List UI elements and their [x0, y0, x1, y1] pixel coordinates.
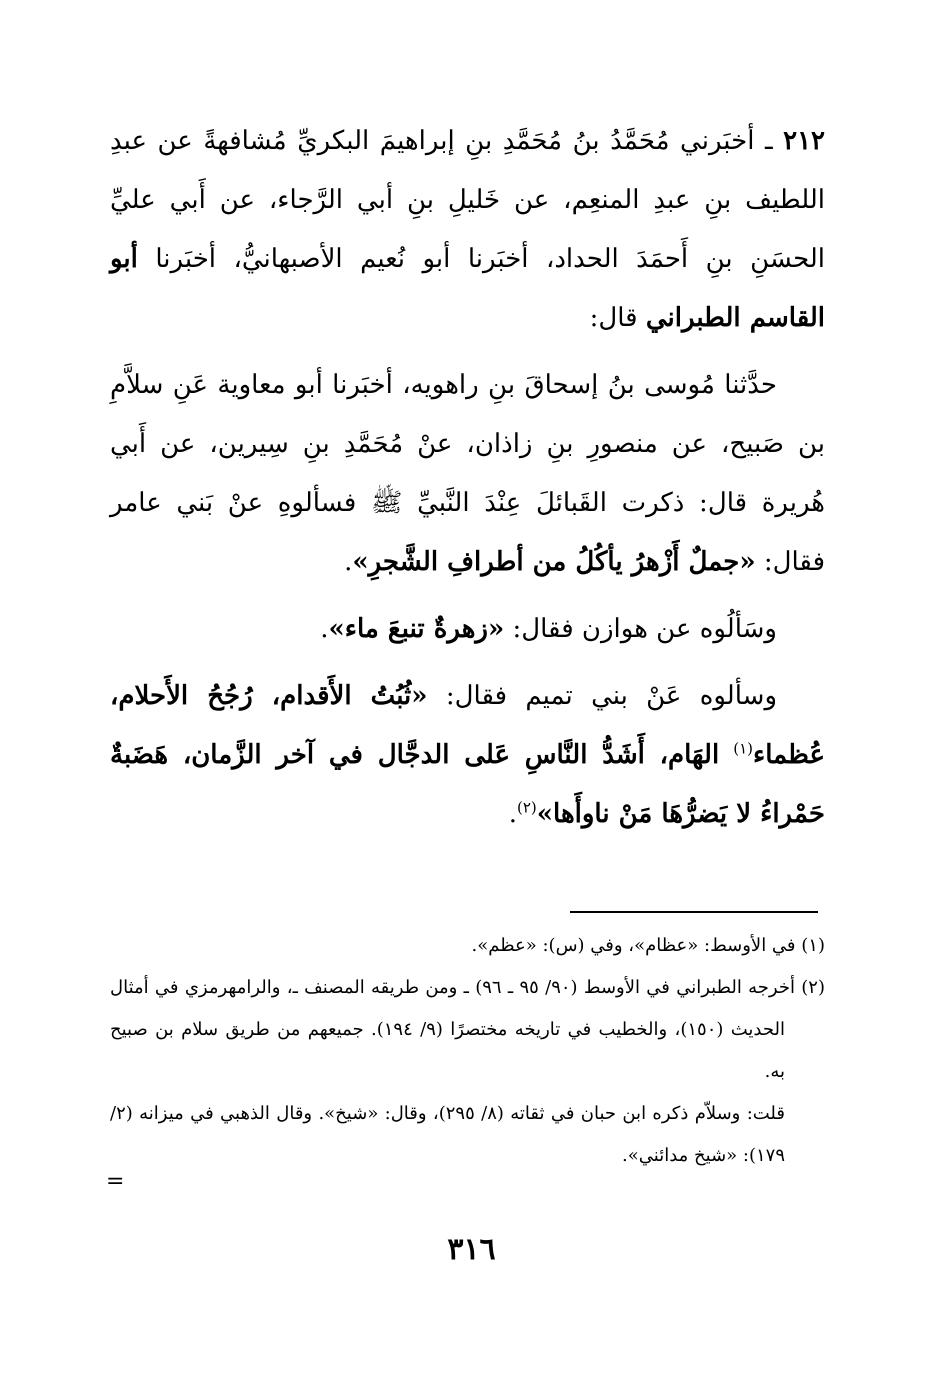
footnote-ref-1: (١): [733, 739, 753, 758]
main-text: [110, 112, 825, 844]
paragraph-text: وسَألُوه عن هوازن فقال:: [512, 614, 777, 644]
page-number: ٣١٦: [447, 1232, 496, 1267]
prophetic-quote-part2: الهَام، أَشَدُّ النَّاسِ عَلى الدجَّال في آخر الزَّمان، هَضَبةٌ حَمْراءُ لا يَضرُّهَا مَنْ ناوأَها»: [110, 740, 825, 829]
period: .: [508, 799, 517, 829]
footnote-text: في الأوسط: «عظام»، وفي (س): «عظم».: [471, 935, 796, 956]
footnote-1: [110, 925, 825, 967]
footnotes: [110, 925, 825, 1177]
period: .: [344, 547, 353, 577]
footnote-separator: [570, 911, 818, 913]
prophetic-quote: «زهرةٌ تنبعَ ماء»: [328, 614, 505, 644]
paragraph-bani-tamim: [110, 667, 825, 844]
isnad-bold-name: أبو القاسم الطبراني: [110, 244, 825, 333]
footnote-marker: (١): [801, 935, 825, 956]
paragraph-text: وسألوه عَنْ بني تميم فقال:: [445, 681, 777, 711]
period: .: [320, 614, 329, 644]
hadith-entry-212: [110, 112, 825, 348]
prophetic-quote: «جملٌ أَزْهرُ يأكُلُ من أطرافِ الشَّجرِ»: [352, 547, 756, 577]
paragraph-bani-amir: [110, 356, 825, 592]
footnote-2: [110, 967, 825, 1093]
paragraph-text: حدَّثنا مُوسى بنُ إسحاقَ بنِ راهويه، أخبَرنا أبو معاوية عَنِ سلاَّمِ بن صَبيح، عن منصورِ بنِ زاذان، عنْ مُحَمَّدِ بنِ سِيرين، عن أَبي هُريرة قال: ذكرت القَبائلَ عِنْدَ النَّبيِّ ﷺ فسألوهِ عنْ بَني عامر فقال:: [110, 370, 825, 577]
isnad-end: قال:: [589, 303, 638, 333]
paragraph-hawazin: [110, 600, 825, 659]
footnote-text: أخرجه الطبراني في الأوسط (٩٠/ ٩٥ ـ ٩٦) ـ ومن طريقه المصنف ـ، والرامهرمزي في أمثال الحديث (١٥٠)، والخطيب في تاريخه مختصرًا (٩/ ١٩٤). جميعهم من طريق سلام بن صبيح به.: [110, 977, 795, 1082]
prophetic-quote-part1: «ثُبُتُ الأَقدام، رُجُحُ الأَحلام، عُظماء: [110, 681, 826, 770]
entry-dash: ـ: [764, 126, 773, 156]
continuation-mark: =: [106, 1169, 125, 1194]
footnote-2-comment: [110, 1093, 825, 1177]
entry-number: ٢١٢: [783, 126, 826, 156]
footnote-text: قلت: وسلاّم ذكره ابن حبان في ثقاته (٨/ ٢٩٥)، وقال: «شيخ». وقال الذهبي في ميزانه (٢/ ١٧٩): «شيخ مدائني».: [110, 1103, 785, 1166]
footnote-ref-2: (٢): [516, 798, 537, 817]
isnad-text: أخبَرني مُحَمَّدُ بنُ مُحَمَّدِ بنِ إبراهيمَ البكريِّ مُشافهةً عن عبدِ اللطيف بنِ عبدِ المنعِم، عن خَليلِ بنِ أبي الرَّجاء، عن أَبي عليِّ الحسَنِ بنِ أَحمَدَ الحداد، أخبَرنا أبو نُعيم الأصبهانيُّ، أخبَرنا: [110, 126, 825, 274]
footnote-marker: (٢): [801, 977, 825, 998]
